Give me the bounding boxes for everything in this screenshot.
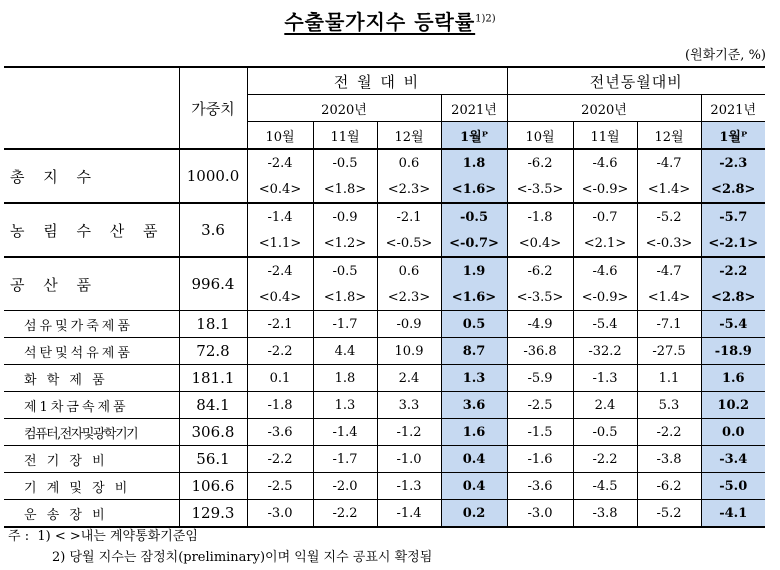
row-weight: 181.1 <box>179 365 247 392</box>
cell-value: -32.2 <box>573 338 637 365</box>
cell-value: 2.4 <box>377 365 441 392</box>
cell-value: -4.7 <box>637 149 701 176</box>
cell-value: -1.3 <box>573 365 637 392</box>
cell-value: 1.3 <box>313 392 377 419</box>
cell-value: -2.2 <box>313 500 377 528</box>
cell-value: 1.6 <box>441 419 507 446</box>
cell-contract-value: <1.6> <box>441 176 507 203</box>
cell-value: 1.9 <box>441 257 507 284</box>
cell-value: -2.4 <box>247 149 313 176</box>
cell-value: -1.2 <box>377 419 441 446</box>
cell-value: -1.8 <box>507 203 573 230</box>
cell-value: -3.4 <box>701 446 765 473</box>
cell-contract-value: <2.8> <box>701 176 765 203</box>
sub-row <box>4 446 765 473</box>
cell-contract-value: <-0.5> <box>377 230 441 257</box>
cell-value: -5.2 <box>637 500 701 528</box>
cell-value: 0.6 <box>377 257 441 284</box>
cell-value: 3.6 <box>441 392 507 419</box>
cell-contract-value: <1.6> <box>441 284 507 311</box>
cell-value: -1.7 <box>313 311 377 338</box>
cell-value: -0.5 <box>441 203 507 230</box>
cell-value: -5.7 <box>701 203 765 230</box>
cell-contract-value: <-0.7> <box>441 230 507 257</box>
row-label: 농 림 수 산 품 <box>4 203 179 257</box>
header-month: 12월 <box>637 122 701 150</box>
cell-value: -4.6 <box>573 149 637 176</box>
cell-value: -5.4 <box>573 311 637 338</box>
cell-value: -2.4 <box>247 257 313 284</box>
cell-contract-value: <1.2> <box>313 230 377 257</box>
cell-value: 0.0 <box>701 419 765 446</box>
cell-value: -5.0 <box>701 473 765 500</box>
cell-value: -2.2 <box>637 419 701 446</box>
cell-value: 8.7 <box>441 338 507 365</box>
header-month: 12월 <box>377 122 441 150</box>
row-weight: 129.3 <box>179 500 247 528</box>
unit-label: (원화기준, %) <box>685 48 766 63</box>
header-month: 11월 <box>573 122 637 150</box>
cell-contract-value: <-2.1> <box>701 230 765 257</box>
row-label: 화 학 제 품 <box>4 365 179 392</box>
row-label: 제1차금속제품 <box>4 392 179 419</box>
main-row-top <box>4 257 765 284</box>
header-yoy-2021: 2021년 <box>701 95 765 122</box>
cell-contract-value: <2.3> <box>377 176 441 203</box>
row-label: 전 기 장 비 <box>4 446 179 473</box>
cell-value: -0.5 <box>313 149 377 176</box>
cell-value: -1.3 <box>377 473 441 500</box>
row-label: 컴퓨터,전자및광학기기 <box>4 419 179 446</box>
header-row-1 <box>4 67 765 95</box>
cell-contract-value: <-3.5> <box>507 284 573 311</box>
footnote-1-text: 1) < >내는 계약통화기준임 <box>37 529 198 544</box>
cell-value: -0.7 <box>573 203 637 230</box>
cell-value: 3.3 <box>377 392 441 419</box>
cell-value: -1.4 <box>377 500 441 528</box>
cell-value: -3.0 <box>507 500 573 528</box>
cell-value: -2.3 <box>701 149 765 176</box>
row-weight: 18.1 <box>179 311 247 338</box>
cell-value: -3.6 <box>507 473 573 500</box>
cell-contract-value: <0.4> <box>247 176 313 203</box>
cell-value: -1.4 <box>247 203 313 230</box>
cell-contract-value: <-0.3> <box>637 230 701 257</box>
cell-value: -2.2 <box>573 446 637 473</box>
title-text: 수출물가지수 등락률 <box>284 10 476 34</box>
cell-value: -0.9 <box>377 311 441 338</box>
cell-value: 0.2 <box>441 500 507 528</box>
cell-value: -2.2 <box>247 338 313 365</box>
header-month: 11월 <box>313 122 377 150</box>
sub-row <box>4 365 765 392</box>
cell-value: 10.2 <box>701 392 765 419</box>
footnote-prefix: 주 : <box>8 529 30 544</box>
header-month: 10월 <box>507 122 573 150</box>
cell-contract-value: <-0.9> <box>573 284 637 311</box>
cell-contract-value: <2.3> <box>377 284 441 311</box>
cell-value: -3.8 <box>573 500 637 528</box>
cell-contract-value: <1.1> <box>247 230 313 257</box>
cell-value: -18.9 <box>701 338 765 365</box>
cell-contract-value: <1.4> <box>637 284 701 311</box>
cell-value: -5.4 <box>701 311 765 338</box>
cell-value: -5.2 <box>637 203 701 230</box>
row-label: 섬유및가죽제품 <box>4 311 179 338</box>
cell-value: -4.5 <box>573 473 637 500</box>
cell-value: -6.2 <box>507 257 573 284</box>
page-title <box>0 6 780 35</box>
cell-contract-value: <1.4> <box>637 176 701 203</box>
main-row-top <box>4 149 765 176</box>
cell-value: -2.5 <box>507 392 573 419</box>
cell-value: -4.9 <box>507 311 573 338</box>
cell-contract-value: <-3.5> <box>507 176 573 203</box>
cell-value: 0.6 <box>377 149 441 176</box>
cell-value: -2.1 <box>377 203 441 230</box>
cell-value: -0.5 <box>313 257 377 284</box>
cell-value: -1.4 <box>313 419 377 446</box>
row-weight: 84.1 <box>179 392 247 419</box>
sub-row <box>4 419 765 446</box>
title-footnote-marker: 1)2) <box>475 13 496 25</box>
row-weight: 996.4 <box>179 257 247 311</box>
cell-value: 0.5 <box>441 311 507 338</box>
cell-value: -0.9 <box>313 203 377 230</box>
sub-row <box>4 338 765 365</box>
header-month: 10월 <box>247 122 313 150</box>
footnote-2: 2) 당월 지수는 잠정치(preliminary)이며 익월 지수 공표시 확정됨 <box>52 550 433 565</box>
cell-value: 4.4 <box>313 338 377 365</box>
cell-contract-value: <1.8> <box>313 284 377 311</box>
cell-value: -1.6 <box>507 446 573 473</box>
export-price-table <box>4 66 765 528</box>
sub-row <box>4 473 765 500</box>
cell-value: 0.1 <box>247 365 313 392</box>
cell-value: 1.3 <box>441 365 507 392</box>
header-month: 1월ᴾ <box>441 122 507 150</box>
cell-value: -27.5 <box>637 338 701 365</box>
cell-value: 1.8 <box>313 365 377 392</box>
cell-value: -4.7 <box>637 257 701 284</box>
header-mom: 전 월 대 비 <box>247 67 507 95</box>
footnotes <box>8 526 432 568</box>
sub-row <box>4 500 765 528</box>
cell-value: 0.4 <box>441 473 507 500</box>
cell-value: -4.1 <box>701 500 765 528</box>
row-weight: 306.8 <box>179 419 247 446</box>
row-label: 공 산 품 <box>4 257 179 311</box>
header-weight: 가중치 <box>179 67 247 149</box>
cell-value: -2.2 <box>247 446 313 473</box>
cell-value: 5.3 <box>637 392 701 419</box>
cell-value: -3.8 <box>637 446 701 473</box>
cell-value: -2.0 <box>313 473 377 500</box>
header-yoy: 전년동월대비 <box>507 67 765 95</box>
cell-value: 1.1 <box>637 365 701 392</box>
cell-value: -3.6 <box>247 419 313 446</box>
row-label: 기 계 및 장 비 <box>4 473 179 500</box>
cell-value: -0.5 <box>573 419 637 446</box>
cell-contract-value: <-0.9> <box>573 176 637 203</box>
cell-value: -2.1 <box>247 311 313 338</box>
table-body <box>4 67 765 527</box>
row-label: 운 송 장 비 <box>4 500 179 528</box>
cell-value: -7.1 <box>637 311 701 338</box>
header-yoy-2020: 2020년 <box>507 95 701 122</box>
cell-value: -1.5 <box>507 419 573 446</box>
cell-contract-value: <2.8> <box>701 284 765 311</box>
cell-value: -4.6 <box>573 257 637 284</box>
header-month: 1월ᴾ <box>701 122 765 150</box>
cell-value: 0.4 <box>441 446 507 473</box>
cell-value: -6.2 <box>507 149 573 176</box>
sub-row <box>4 311 765 338</box>
row-weight: 56.1 <box>179 446 247 473</box>
cell-value: -3.0 <box>247 500 313 528</box>
row-weight: 106.6 <box>179 473 247 500</box>
row-weight: 1000.0 <box>179 149 247 203</box>
cell-contract-value: <0.4> <box>247 284 313 311</box>
header-corner <box>4 67 179 149</box>
cell-value: -5.9 <box>507 365 573 392</box>
row-weight: 3.6 <box>179 203 247 257</box>
sub-row <box>4 392 765 419</box>
cell-value: 1.6 <box>701 365 765 392</box>
main-row-top <box>4 203 765 230</box>
footnote-1 <box>8 526 432 547</box>
cell-contract-value: <0.4> <box>507 230 573 257</box>
cell-value: -2.5 <box>247 473 313 500</box>
cell-contract-value: <1.8> <box>313 176 377 203</box>
cell-value: -1.0 <box>377 446 441 473</box>
cell-value: 2.4 <box>573 392 637 419</box>
cell-contract-value: <2.1> <box>573 230 637 257</box>
cell-value: -36.8 <box>507 338 573 365</box>
row-label: 석탄및석유제품 <box>4 338 179 365</box>
cell-value: -1.7 <box>313 446 377 473</box>
row-weight: 72.8 <box>179 338 247 365</box>
cell-value: 1.8 <box>441 149 507 176</box>
cell-value: -1.8 <box>247 392 313 419</box>
header-mom-2020: 2020년 <box>247 95 441 122</box>
row-label: 총 지 수 <box>4 149 179 203</box>
cell-value: -2.2 <box>701 257 765 284</box>
header-mom-2021: 2021년 <box>441 95 507 122</box>
cell-value: 10.9 <box>377 338 441 365</box>
cell-value: -6.2 <box>637 473 701 500</box>
